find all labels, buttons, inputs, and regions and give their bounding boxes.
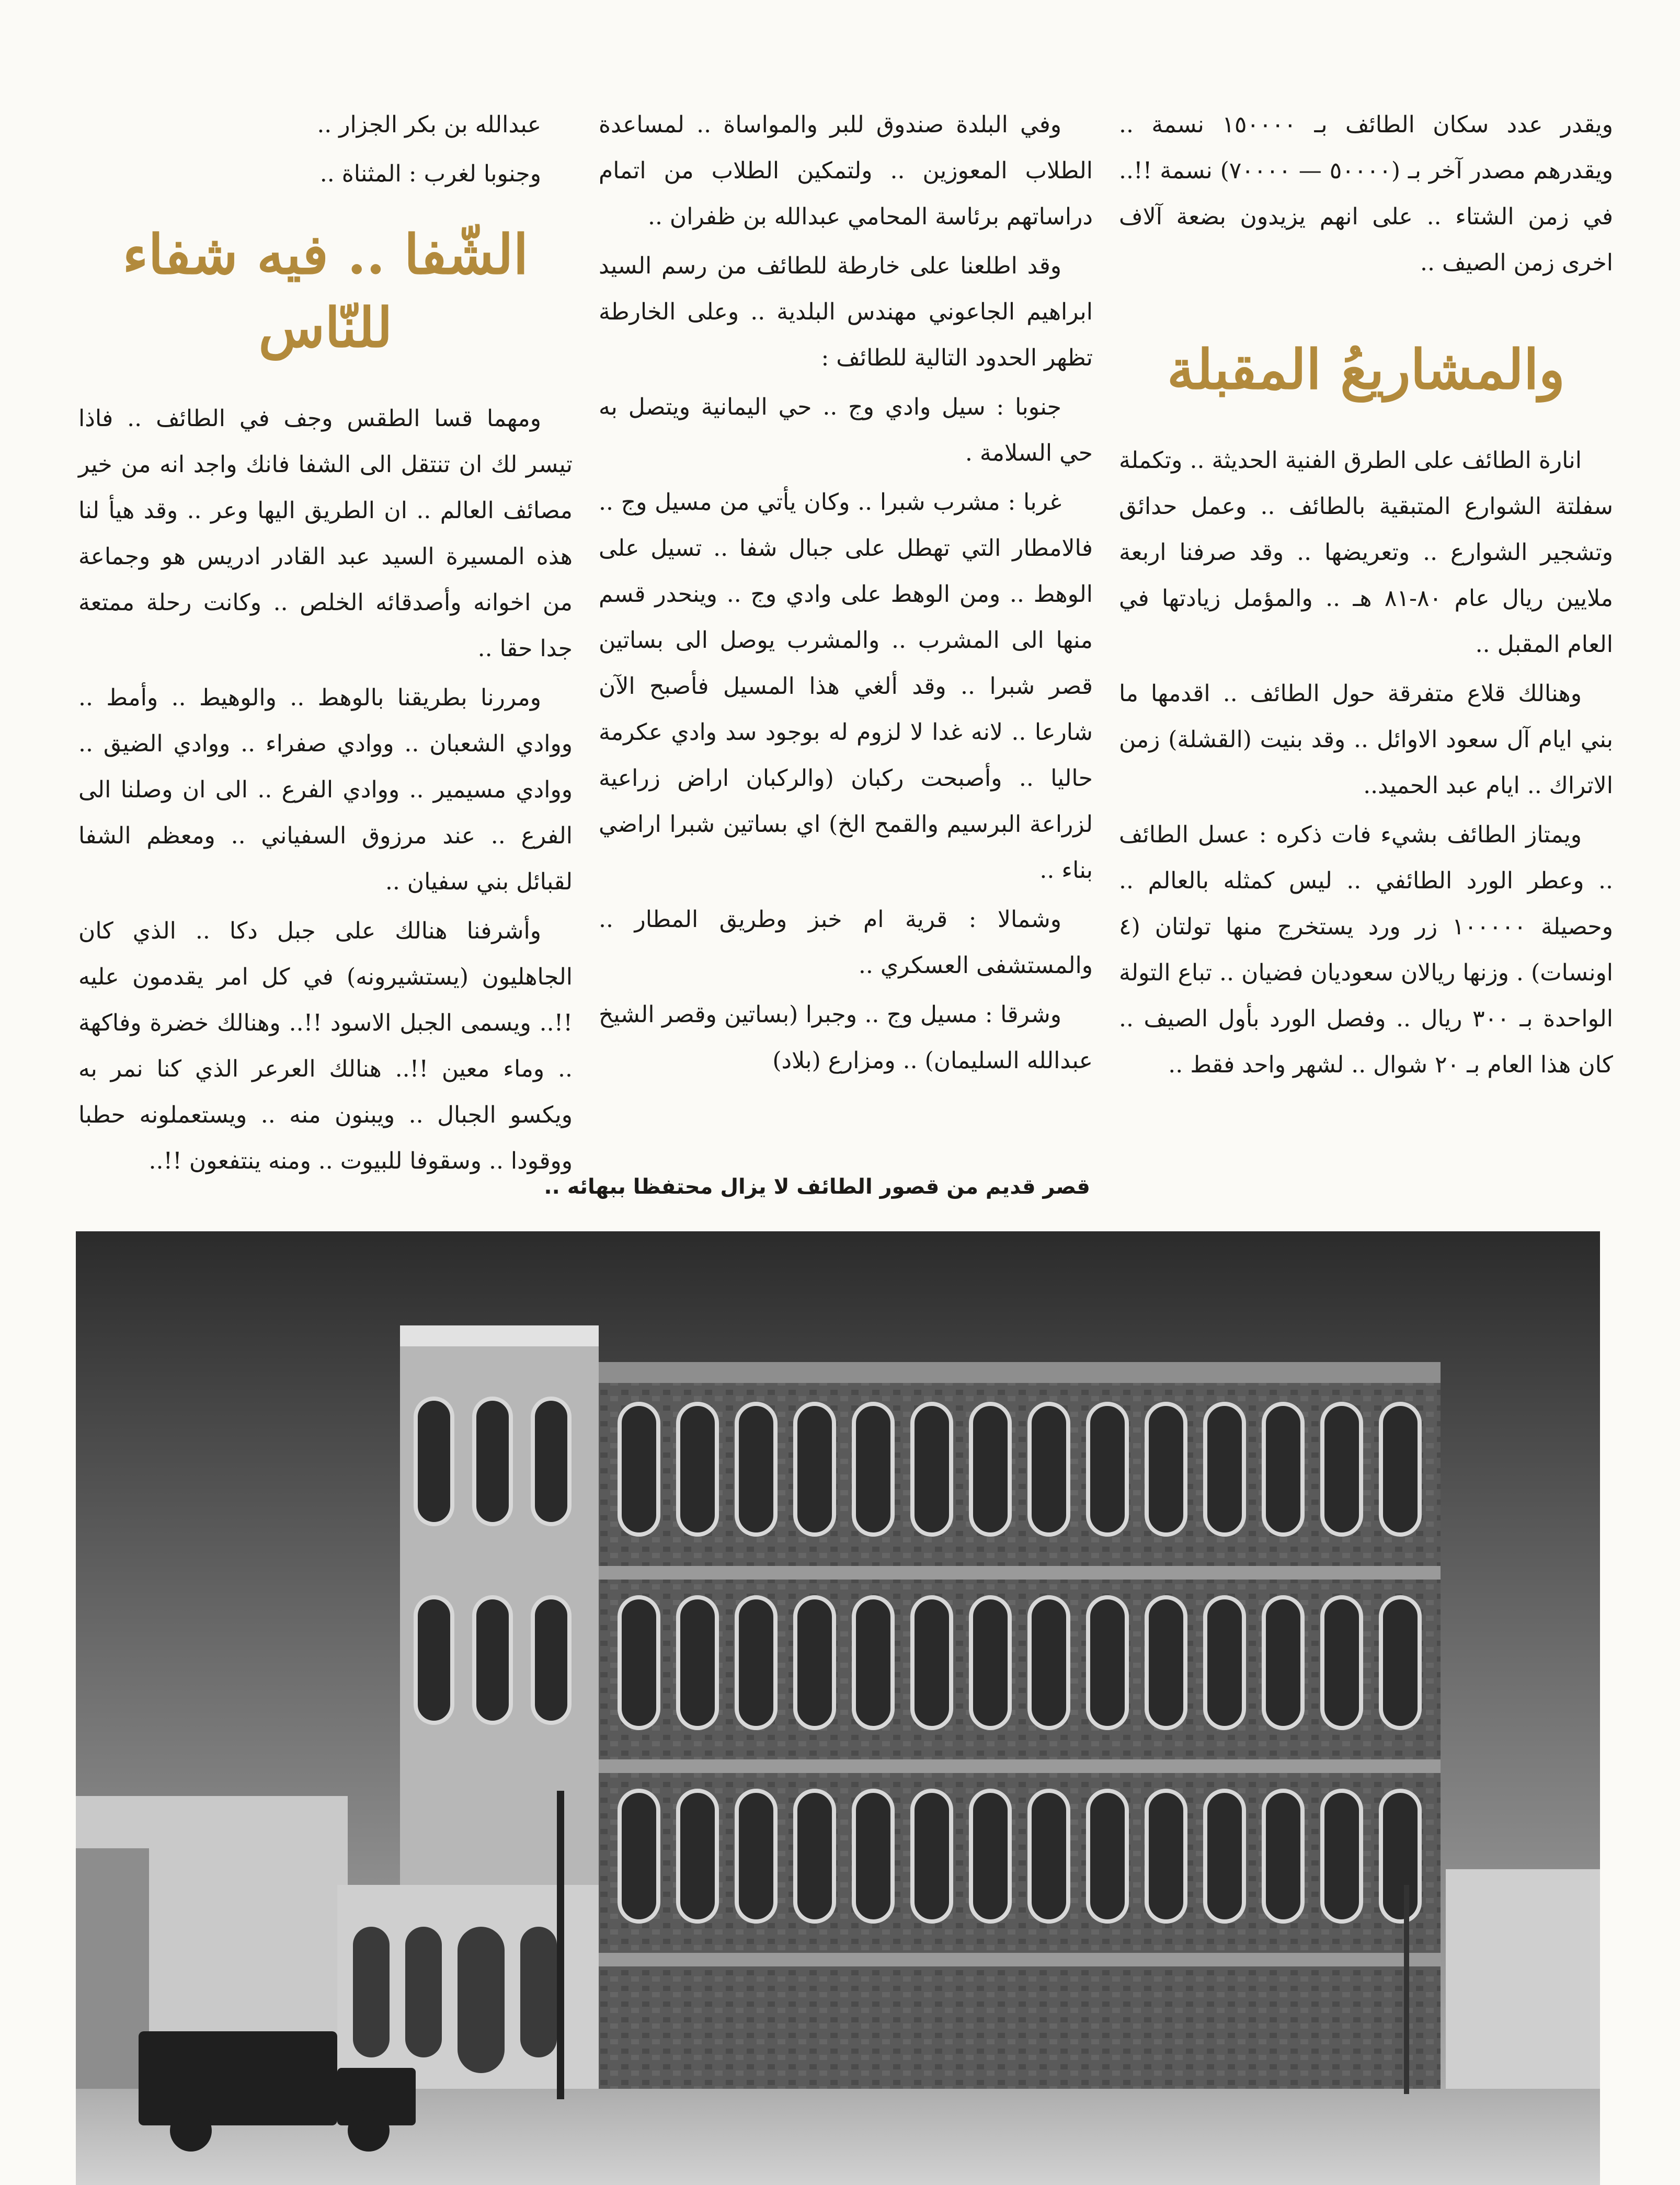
photo-caption: قصر قديم من قصور الطائف لا يزال محتفظا ببهائه .. [544, 1175, 1090, 1199]
paragraph: ومررنا بطريقنا بالوهط .. والوهيط .. وأمط .. ووادي الشعبان .. ووادي صفراء .. ووادي الضيق .. ووادي مسيمير .. ووادي الفرع .. الى ان وصلنا الى الفرع .. عند مرزوق السفياني .. ومعظم الشفا لقبائل بني سفيان .. [78, 684, 573, 895]
palace-window [1205, 1404, 1244, 1535]
palace-window [620, 1791, 658, 1921]
paragraph: ويقدر عدد سكان الطائف بـ ١٥٠٠٠٠ نسمة .. ويقدرهم مصدر آخر بـ (٥٠٠٠٠ — ٧٠٠٠٠) نسمة !!.. في زمن الشتاء .. على انهم يزيدون بضعة آلاف اخرى زمن الصيف .. [1119, 111, 1613, 276]
palace-window [1381, 1597, 1420, 1728]
utility-pole [1404, 1885, 1409, 2094]
article-column-middle [599, 102, 1093, 1087]
palace-window [1147, 1791, 1185, 1921]
palace-window [795, 1404, 834, 1535]
palace-window [1264, 1597, 1302, 1728]
tower-window [533, 1399, 569, 1524]
paragraph: وفي البلدة صندوق للبر والمواساة .. لمساعدة الطلاب المعوزين .. ولتمكين الطلاب من اتمام دراساتهم برئاسة المحامي عبدالله بن ظفران .. [599, 111, 1093, 230]
palace-window [1147, 1404, 1185, 1535]
paragraph: ويمتاز الطائف بشيء فات ذكره : عسل الطائف .. وعطر الورد الطائفي .. ليس كمثله بالعالم .. وحصيلة ١٠٠٠٠٠ زر ورد يستخرج منها تولتان (٤ اونسات) . وزنها ريالان سعوديان فضيان .. تباع التولة الواحدة بـ ٣٠٠ ريال .. وفصل الورد بأول الصيف .. كان هذا العام بـ ٢٠ شوال .. لشهر واحد فقط .. [1119, 821, 1614, 1078]
section-heading-projects: والمشاريعُ المقبلة [1167, 337, 1565, 402]
palace-window [737, 1597, 775, 1728]
palace-window [971, 1404, 1010, 1535]
palace-illustration [76, 1231, 1600, 2185]
tower-window [474, 1399, 511, 1524]
paragraph: غربا : مشرب شبرا .. وكان يأتي من مسيل وج .. فالامطار التي تهطل على جبال شفا .. تسيل على الوهط .. ومن الوهط على وادي وج .. وينحدر قسم منها الى المشرب .. والمشرب يوصل الى بساتين قصر شبرا .. وقد ألغي هذا المسيل فأصبح الآن شارعا .. لانه غدا لا لزوم له بوجود سد وادي عكرمة حاليا .. وأصبحت ركبان (والركبان اراض زراعية لزراعة البرسيم والقمح الخ) اي بساتين شبرا اراضي بناء .. [599, 489, 1093, 884]
palace-window [912, 1791, 951, 1921]
palace-photograph [76, 1231, 1600, 2185]
palace-window [854, 1791, 893, 1921]
palace-window [1030, 1404, 1068, 1535]
palace-window [1088, 1404, 1127, 1535]
paragraph: جنوبا : سيل وادي وج .. حي اليمانية ويتصل به حي السلامة . [599, 394, 1093, 466]
paragraph: ومهما قسا الطقس وجف في الطائف .. فاذا تيسر لك ان تنتقل الى الشفا فانك واجد انه من خير مصائف العالم .. ان الطريق اليها وعر .. وقد هيأ لنا هذه المسيرة السيد عبد القادر ادريس هو وجماعة من اخوانه وأصدقائه الخلص .. وكانت رحلة ممتعة جدا حقا .. [78, 405, 573, 662]
tower-window [416, 1399, 452, 1524]
palace-window [1322, 1597, 1361, 1728]
palace-window [971, 1791, 1010, 1921]
palace-window [912, 1597, 951, 1728]
utility-pole [557, 1791, 564, 2099]
paragraph: وهنالك قلاع متفرقة حول الطائف .. اقدمها ما بني ايام آل سعود الاوائل .. وقد بنيت (القشلة) زمن الاتراك .. ايام عبد الحميد.. [1119, 680, 1613, 799]
palace-window [1030, 1597, 1068, 1728]
palace-window [1381, 1791, 1420, 1921]
palace-window [1264, 1404, 1302, 1535]
palace-window [620, 1597, 658, 1728]
palace-window [1322, 1791, 1361, 1921]
palace-window [678, 1597, 717, 1728]
paragraph: وأشرفنا هنالك على جبل دكا .. الذي كان الجاهليون (يستشيرونه) في كل امر يقدمون عليه !!.. ويسمى الجبل الاسود !!.. وهنالك خضرة وفاكهة .. وماء معين !!.. هنالك العرعر الذي كنا نمر به ويكسو الجبال .. ويبنون منه .. ويستعملونه حطبا ووقودا .. وسقوفا للبيوت .. ومنه ينتفعون !!.. [78, 918, 573, 1174]
paragraph: وشرقا : مسيل وج .. وجبرا (بساتين وقصر الشيخ عبدالله السليمان) .. ومزارع (بلاد) [599, 1001, 1093, 1074]
palace-window [795, 1597, 834, 1728]
tower-window [474, 1597, 511, 1723]
palace-window [1381, 1404, 1420, 1535]
palace-window [1205, 1791, 1244, 1921]
article-column-left [78, 102, 573, 1187]
palace-window [1030, 1791, 1068, 1921]
paragraph: انارة الطائف على الطرق الفنية الحديثة .. وتكملة سفلتة الشوارع المتبقية بالطائف .. وعمل حدائق وتشجير الشوارع .. وتعريضها .. وقد صرفنا اربعة ملايين ريال عام ٨٠-٨١ هـ .. والمؤمل زيادتها في العام المقبل .. [1119, 447, 1613, 658]
paragraph: وشمالا : قرية ام خبز وطريق المطار .. والمستشفى العسكري .. [599, 906, 1093, 979]
palace-window [854, 1404, 893, 1535]
palace-window [1264, 1791, 1302, 1921]
palace-window [1088, 1597, 1127, 1728]
paragraph: وجنوبا لغرب : المثناة .. [319, 161, 541, 187]
palace-window [1088, 1791, 1127, 1921]
tower-window [416, 1597, 452, 1723]
palace-window [1322, 1404, 1361, 1535]
palace-main-block [599, 1362, 1441, 2089]
palace-window [912, 1404, 951, 1535]
palace-window [854, 1597, 893, 1728]
section-heading-shifa: الشّفا .. فيه شفاء للنّاس [122, 222, 529, 360]
palace-window [737, 1791, 775, 1921]
palace-window [737, 1404, 775, 1535]
tower-window [533, 1597, 569, 1723]
palace-window [678, 1404, 717, 1535]
palace-window [678, 1791, 717, 1921]
palace-window [1205, 1597, 1244, 1728]
paragraph: وقد اطلعنا على خارطة للطائف من رسم السيد ابراهيم الجاعوني مهندس البلدية .. وعلى الخارطة تظهر الحدود التالية للطائف : [599, 253, 1093, 371]
paragraph: عبدالله بن بكر الجزار .. [317, 111, 541, 138]
palace-window [1147, 1597, 1185, 1728]
article-column-right [1119, 102, 1613, 1091]
palace-window [795, 1791, 834, 1921]
palace-window [620, 1404, 658, 1535]
palace-window [971, 1597, 1010, 1728]
right-buildings [1446, 1869, 1600, 2089]
